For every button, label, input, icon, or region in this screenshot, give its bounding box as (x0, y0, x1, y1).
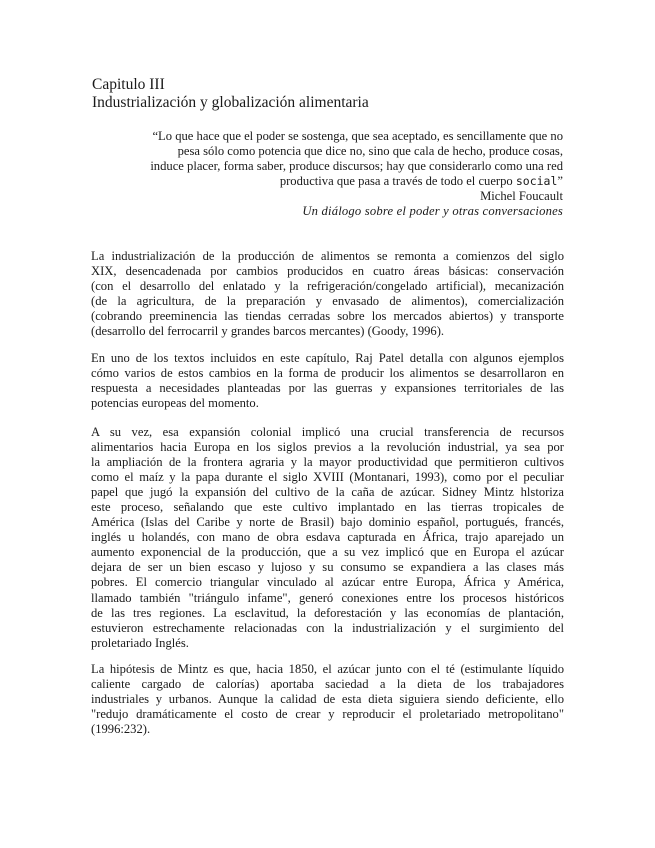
paragraph-line: este proceso, señalando que este cultivo implantado en las tierras tropicales de (91, 500, 564, 515)
epigraph (90, 129, 563, 219)
chapter-heading (92, 76, 572, 112)
paragraph-line: proletariado Inglés. (91, 635, 189, 650)
paragraph-line: pobres. El comercio triangular vinculado al azúcar entre Europa, África y América, (91, 575, 564, 590)
paragraph-line: La hipótesis de Mintz es que, hacia 1850, el azúcar junto con el té (estimulante líquido (91, 662, 564, 676)
epigraph-line-text: productiva que pasa a través de todo el cuerpo (279, 174, 516, 188)
epigraph-word-social: social (515, 174, 558, 188)
paragraph-line: aumento exponencial de la producción, que a su vez implicó que en Europa el azúcar (91, 545, 564, 560)
paragraph-line: A su vez, esa expansión colonial implicó una crucial transferencia de recursos (91, 425, 564, 439)
paragraph-line: (de la agricultura, de la preparación y envasado de alimentos), comercialización (91, 294, 564, 309)
paragraph-line: América (Islas del Caribe y norte de Brasil) bajo dominio español, portugués, francés, (91, 515, 564, 530)
paragraph-line: caliente cargado de calorías) aportaba saciedad a la dieta de los trabajadores (91, 677, 564, 692)
paragraph-line: XIX, desencadenada por cambios producidos en cuatro áreas básicas: conservación (91, 264, 564, 279)
paragraph (91, 351, 564, 411)
epigraph-line: induce placer, forma saber, produce discursos; hay que considerarlo como una red (150, 159, 563, 173)
epigraph-line (90, 174, 563, 189)
paragraph-line: llamado también "triángulo infame", generó conexiones entre los procesos históricos (91, 590, 564, 605)
paragraph-line: la ampliación de la frontera agraria y la mayor productividad que permitieron cultivos (91, 455, 564, 470)
paragraph-line: respuesta a necesidades planteadas por las guerras y expansiones territoriales de las (91, 381, 564, 396)
paragraph-line: (1996:232). (91, 722, 151, 737)
paragraph-line: "redujo dramáticamente el costo de crear y reproducir el proletariado metropolitano" (91, 707, 564, 722)
epigraph-author: Michel Foucault (480, 189, 563, 203)
paragraph-line: potencias europeas del momento. (91, 396, 259, 411)
paragraph (91, 425, 564, 651)
paragraph (91, 662, 564, 737)
paragraph (91, 249, 564, 339)
paragraph-line: alimentarios hacia Europa en los siglos previos a la revolución industrial, ya sea por (91, 440, 564, 455)
paragraph-line: dejara de ser un bien escaso y lujoso y su consumo se expandiera a las clases más (91, 560, 564, 575)
paragraph-line: de las tres regiones. La esclavitud, la deforestación y las economías de plantación, (91, 605, 564, 620)
paragraph-line: inglés u holandés, con mano de obra esdava capturada en África, trajo aparejado un (91, 530, 564, 545)
paragraph-line: (con el desarrollo del enlatado y la refrigeración/congelado artificial), mecanización (91, 279, 564, 294)
paragraph-line: como el maíz y la papa durante el siglo XVIII (Montanari, 1993), como por el peculiar (91, 470, 564, 485)
paragraph-line: (cobrando preeminencia las tiendas cerradas sobre los mercados abiertos) y transporte (91, 309, 564, 324)
paragraph-line: papel que jugó la expansión del cultivo de la caña de azúcar. Sidney Mintz hlstoriza (91, 485, 564, 500)
paragraph-line: (desarrollo del ferrocarril y grandes barcos mercantes) (Goody, 1996). (91, 324, 445, 339)
chapter-title: Industrialización y globalización alimentaria (92, 94, 369, 111)
epigraph-line: “Lo que hace que el poder se sostenga, que sea aceptado, es sencillamente que no (152, 129, 563, 143)
paragraph-line: En uno de los textos incluidos en este capítulo, Raj Patel detalla con algunos ejemplos (91, 351, 564, 365)
paragraph-line: cómo varios de estos cambios en la forma de producir los alimentos se desarrollaron en (91, 366, 564, 381)
paragraph-line: La industrialización de la producción de alimentos se remonta a comienzos del siglo (91, 249, 564, 263)
epigraph-line: pesa sólo como potencia que dice no, sino que cala de hecho, produce cosas, (177, 144, 563, 158)
epigraph-source: Un diálogo sobre el poder y otras conversaciones (302, 204, 563, 218)
epigraph-closing-quote: ” (557, 174, 563, 188)
paragraph-line: industriales y urbanos. Aunque la calidad de esta dieta siguiera siendo deficiente, ello (91, 692, 564, 707)
paragraph-line: estuvieron estrechamente relacionadas con la industrialización y el surgimiento del (91, 620, 564, 635)
chapter-number: Capitulo III (92, 76, 165, 93)
